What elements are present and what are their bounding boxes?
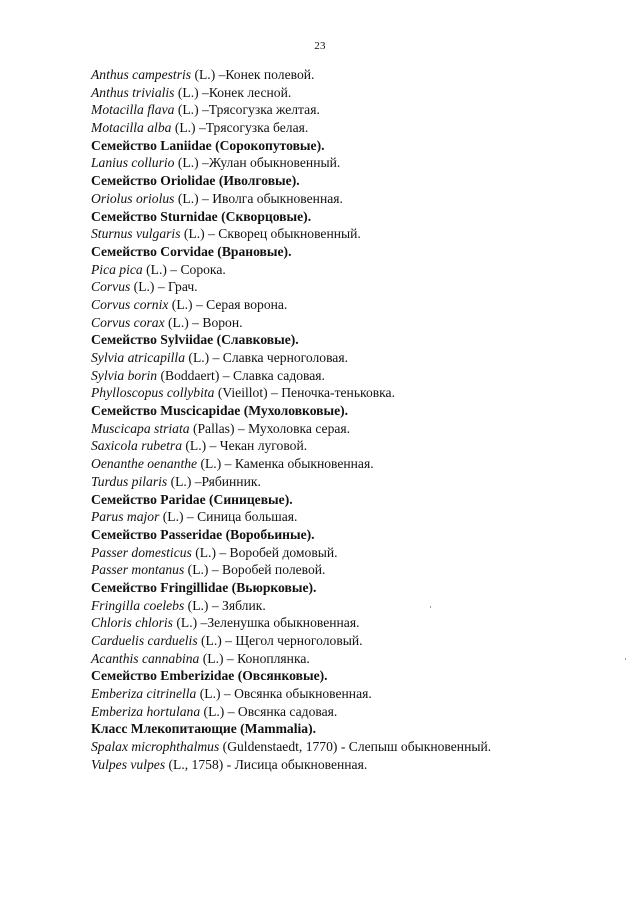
scientific-name: Lanius collurio [91,155,175,171]
common-name: (L.) – Овсянка садовая. [200,703,338,719]
scientific-name: Emberiza hortulana [91,703,201,719]
scientific-name: Motacilla flava [91,102,175,118]
common-name: (Boddaert) – Славка садовая. [157,367,325,383]
species-entry [91,384,611,402]
scientific-name: Corvus cornix [91,296,169,312]
common-name: (L.) – Серая ворона. [168,296,288,312]
species-entry [91,614,611,632]
common-name: (Pallas) – Мухоловка серая. [189,420,351,436]
species-entry [91,66,611,84]
scientific-name: Saxicola rubetra [91,438,182,454]
species-entry [91,597,611,615]
species-entry [91,154,611,172]
species-entry [91,561,611,579]
scan-speck [625,658,626,660]
common-name: (Vieillot) – Пеночка-теньковка. [214,385,395,401]
species-entry [91,473,611,491]
species-entry [91,455,611,473]
species-entry [91,703,611,721]
species-entry [91,314,611,332]
scientific-name: Parus major [91,509,160,525]
common-name: (L.) – Каменка обыкновенная. [197,456,374,472]
scientific-name: Chloris chloris [91,615,173,631]
species-entry [91,349,611,367]
species-entry [91,296,611,314]
scientific-name: Vulpes vulpes [91,756,166,772]
common-name: (L.) – Щегол черноголовый. [197,633,363,648]
scientific-name: Anthus campestris [91,67,192,82]
scan-speck [430,606,431,608]
family-heading: Семейство Oriolidae (Иволговые). [91,173,300,189]
scientific-name: Acanthis cannabina [91,650,200,666]
scientific-name: Anthus trivialis [91,84,175,100]
common-name: (L.) – Сорока. [142,261,226,277]
family-heading: Семейство Corvidae (Врановые). [91,243,292,259]
common-name: (L.) – Зяблик. [184,597,266,613]
common-name: (L.) –Трясогузка желтая. [174,102,320,118]
scientific-name: Motacilla alba [91,120,172,136]
scientific-name: Oenanthe oenanthe [91,456,198,472]
scientific-name: Phylloscopus collybita [91,385,215,401]
page-number: 23 [314,40,326,52]
common-name: (L.) –Конек полевой. [191,67,315,82]
scientific-name: Sturnus vulgaris [91,226,181,242]
family-heading: Семейство Sylviidae (Славковые). [91,332,299,348]
species-entry [91,84,611,102]
common-name: (L.) – Скворец обыкновенный. [180,226,361,242]
scientific-name: Passer domesticus [91,544,192,560]
common-name: (L.) – Овсянка обыкновенная. [196,686,372,702]
scientific-name: Muscicapa striata [91,420,190,436]
common-name: (L.) – Воробей домовый. [191,544,338,560]
family-heading: Семейство Laniidae (Сорокопутовые). [91,137,325,153]
scientific-name: Turdus pilaris [91,473,168,489]
species-entry [91,278,611,296]
scientific-name: Corvus corax [91,314,165,330]
common-name: (Guldenstaedt, 1770) - Слепыш обыкновенный. [219,739,492,755]
common-name: (L.) – Ворон. [164,314,243,330]
species-entry [91,437,611,455]
species-entry [91,756,611,774]
common-name: (L.) –Трясогузка белая. [171,120,309,136]
common-name: (L.) –Зеленушка обыкновенная. [172,615,360,631]
common-name: (L.) – Славка черноголовая. [185,350,348,365]
family-heading: Семейство Fringillidae (Вьюрковые). [91,579,317,595]
species-entry [91,685,611,703]
common-name: (L.) –Конек лесной. [174,84,292,100]
scientific-name: Sylvia atricapilla [91,350,186,365]
common-name: (L.) – Иволга обыкновенная. [174,190,343,206]
common-name: (L.) –Рябинник. [167,473,261,489]
family-heading: Семейство Emberizidae (Овсянковые). [91,668,328,684]
family-heading: Семейство Muscicapidae (Мухоловковые). [91,403,349,419]
common-name: (L.) – Грач. [130,279,198,295]
common-name: (L., 1758) - Лисица обыкновенная. [165,756,368,772]
family-heading: Семейство Paridae (Синицевые). [91,491,293,507]
common-name: (L.) –Жулан обыкновенный. [174,155,341,171]
species-entry [91,190,611,208]
species-entry [91,101,611,119]
family-heading: Семейство Sturnidae (Скворцовые). [91,208,312,224]
species-entry [91,508,611,526]
common-name: (L.) – Синица большая. [159,509,298,525]
scientific-name: Fringilla coelebs [91,597,185,613]
species-list [91,66,611,774]
scientific-name: Passer montanus [91,562,185,578]
species-entry [91,738,611,756]
common-name: (L.) – Коноплянка. [199,650,310,666]
species-entry [91,650,611,668]
common-name: (L.) – Воробей полевой. [184,562,326,578]
scientific-name: Emberiza citrinella [91,686,197,702]
common-name: (L.) – Чекан луговой. [182,438,308,454]
species-entry [91,420,611,438]
family-heading: Класс Млекопитающие (Mammalia). [91,721,316,737]
species-entry [91,119,611,137]
species-entry [91,544,611,562]
species-entry [91,632,611,650]
scientific-name: Pica pica [91,261,143,277]
scientific-name: Spalax microphthalmus [91,739,220,755]
scientific-name: Corvus [91,279,131,295]
scientific-name: Carduelis carduelis [91,633,198,648]
species-entry [91,225,611,243]
species-entry [91,261,611,279]
family-heading: Семейство Passeridae (Воробьиные). [91,526,315,542]
scientific-name: Oriolus oriolus [91,190,175,206]
species-entry [91,367,611,385]
scientific-name: Sylvia borin [91,367,158,383]
